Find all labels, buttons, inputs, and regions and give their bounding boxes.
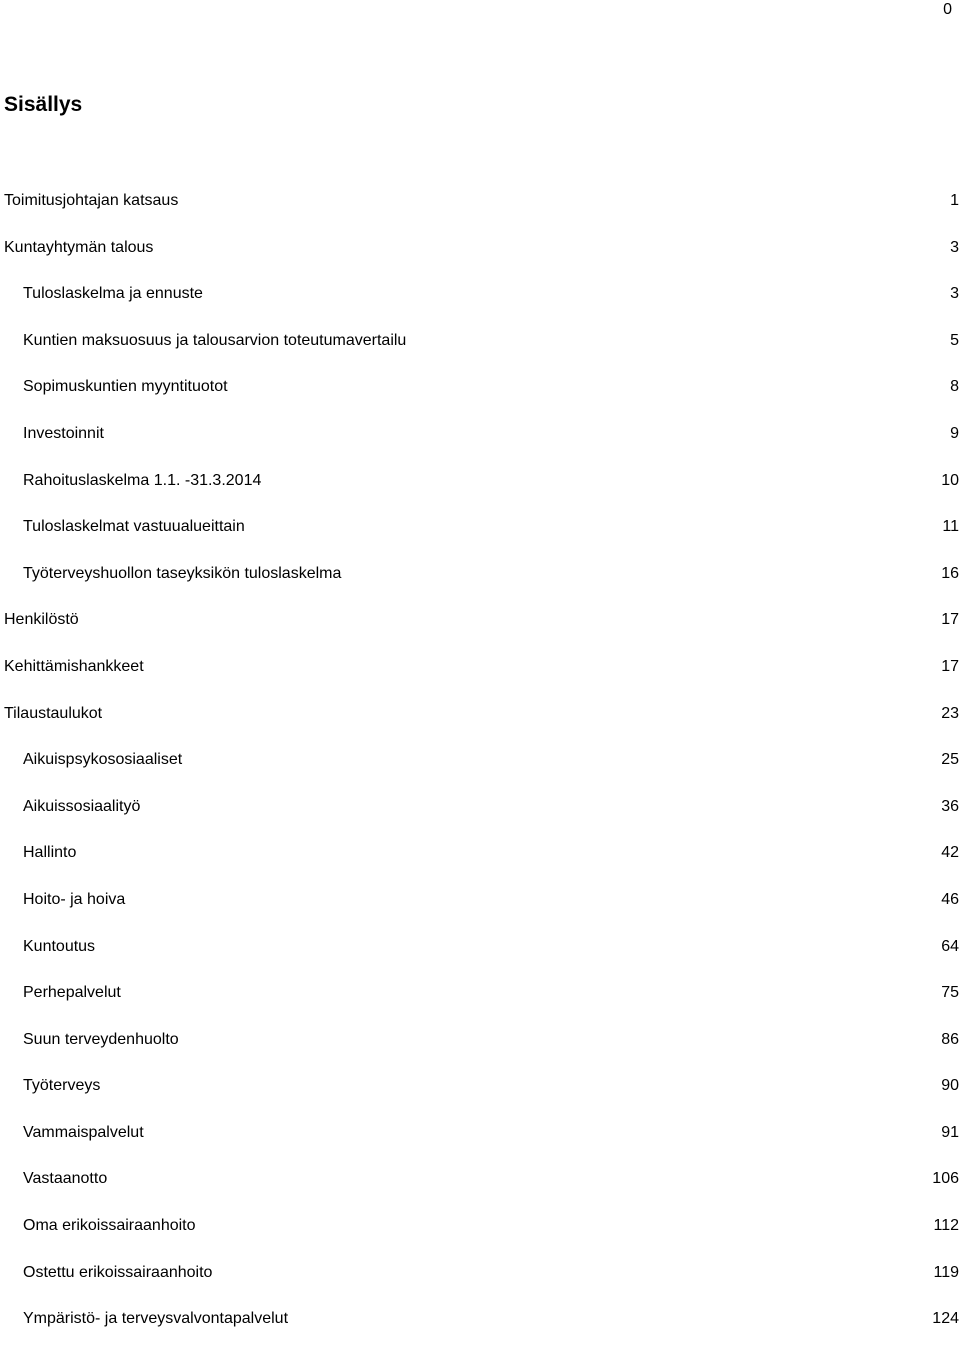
toc-entry-page-number: 23 (941, 704, 959, 722)
toc-entry[interactable] (4, 654, 959, 701)
toc-entry-page-number: 91 (941, 1123, 959, 1141)
toc-entry-label: Tuloslaskelma ja ennuste (23, 285, 203, 303)
toc-entry[interactable] (4, 887, 959, 934)
table-of-contents (4, 188, 959, 1353)
toc-entry[interactable] (4, 328, 959, 375)
toc-entry[interactable] (4, 281, 959, 328)
toc-entry-page-number: 8 (950, 378, 959, 396)
toc-entry-label: Aikuispsykososiaaliset (23, 751, 183, 769)
toc-entry[interactable] (4, 607, 959, 654)
toc-entry-label: Hoito- ja hoiva (23, 890, 126, 908)
toc-entry[interactable] (4, 980, 959, 1027)
toc-entry-page-number: 106 (932, 1170, 959, 1188)
toc-entry-label: Aikuissosiaalityö (23, 797, 141, 815)
page-title: Sisällys (4, 93, 83, 116)
toc-entry-label: Työterveys (23, 1077, 101, 1095)
page-number: 0 (943, 1, 952, 18)
toc-entry-page-number: 17 (941, 657, 959, 675)
toc-entry-page-number: 75 (941, 984, 959, 1002)
toc-entry-page-number: 64 (941, 937, 959, 955)
toc-entry-page-number: 5 (950, 331, 959, 349)
toc-entry-label: Oma erikoissairaanhoito (23, 1217, 196, 1235)
toc-entry-label: Ympäristö- ja terveysvalvontapalvelut (23, 1310, 289, 1328)
toc-entry-label: Työterveyshuollon taseyksikön tuloslaskelma (23, 564, 342, 582)
toc-entry[interactable] (4, 1120, 959, 1167)
toc-entry-label: Sopimuskuntien myyntituotot (23, 378, 228, 396)
toc-entry-label: Kuntoutus (23, 937, 96, 955)
toc-entry-label: Kuntayhtymän talous (4, 238, 154, 256)
toc-entry-page-number: 46 (941, 890, 959, 908)
toc-entry[interactable] (4, 561, 959, 608)
toc-entry-label: Vastaanotto (23, 1170, 108, 1188)
toc-entry-page-number: 119 (933, 1263, 959, 1281)
toc-entry-page-number: 3 (950, 285, 959, 303)
toc-entry[interactable] (4, 934, 959, 981)
toc-entry-page-number: 124 (932, 1310, 959, 1328)
toc-entry[interactable] (4, 374, 959, 421)
toc-entry-label: Suun terveydenhuolto (23, 1030, 179, 1048)
toc-entry-page-number: 42 (941, 844, 959, 862)
toc-entry-label: Vammaispalvelut (23, 1123, 144, 1141)
toc-entry-page-number: 11 (942, 518, 959, 536)
toc-entry[interactable] (4, 235, 959, 282)
toc-entry-page-number: 25 (941, 751, 959, 769)
toc-entry-label: Perhepalvelut (23, 984, 121, 1002)
toc-entry-page-number: 9 (950, 424, 959, 442)
toc-entry-page-number: 3 (950, 238, 959, 256)
toc-entry[interactable] (4, 840, 959, 887)
toc-entry-label: Tuloslaskelmat vastuualueittain (23, 518, 245, 536)
toc-entry[interactable] (4, 1027, 959, 1074)
toc-entry-page-number: 112 (933, 1217, 959, 1235)
toc-entry-page-number: 36 (941, 797, 959, 815)
toc-entry[interactable] (4, 468, 959, 515)
toc-entry-label: Toimitusjohtajan katsaus (4, 192, 179, 209)
toc-entry-label: Kehittämishankkeet (4, 657, 144, 675)
toc-entry[interactable] (4, 1166, 959, 1213)
toc-entry-page-number: 10 (941, 471, 959, 489)
toc-entry-label: Henkilöstö (4, 611, 79, 629)
toc-entry[interactable] (4, 1073, 959, 1120)
toc-entry[interactable] (4, 514, 959, 561)
toc-entry-label: Hallinto (23, 844, 77, 862)
toc-entry[interactable] (4, 421, 959, 468)
toc-entry-page-number: 1 (950, 192, 959, 209)
toc-entry[interactable] (4, 701, 959, 748)
toc-entry-label: Investoinnit (23, 424, 104, 442)
toc-entry-page-number: 16 (941, 564, 959, 582)
toc-entry-page-number: 17 (941, 611, 959, 629)
toc-entry[interactable] (4, 794, 959, 841)
toc-entry[interactable] (4, 1306, 959, 1353)
toc-entry[interactable] (4, 188, 959, 235)
toc-entry-label: Kuntien maksuosuus ja talousarvion toteutumavertailu (23, 331, 407, 349)
toc-entry-page-number: 90 (941, 1077, 959, 1095)
toc-entry[interactable] (4, 1213, 959, 1260)
toc-entry-label: Tilaustaulukot (4, 704, 103, 722)
toc-entry-label: Rahoituslaskelma 1.1. -31.3.2014 (23, 471, 262, 489)
toc-entry-label: Ostettu erikoissairaanhoito (23, 1263, 213, 1281)
toc-entry[interactable] (4, 747, 959, 794)
toc-entry[interactable] (4, 1260, 959, 1307)
toc-entry-page-number: 86 (941, 1030, 959, 1048)
